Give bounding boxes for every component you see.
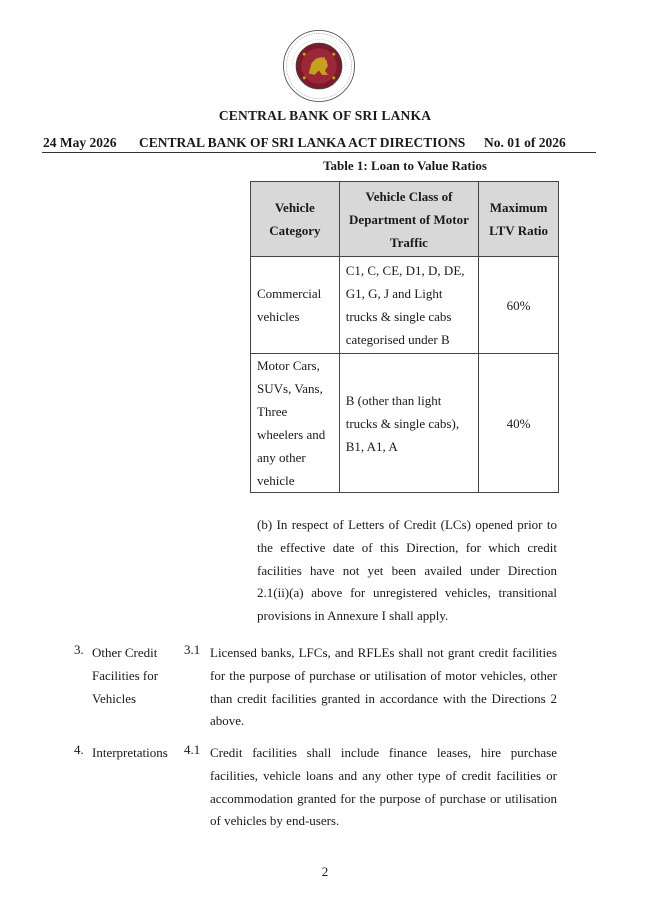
bank-title: CENTRAL BANK OF SRI LANKA — [218, 108, 432, 123]
table-caption: Table 1: Loan to Value Ratios — [323, 158, 487, 173]
cell-vehicle-category: Commercial vehicles — [251, 257, 340, 354]
cell-vehicle-class: B (other than light trucks & single cabs), B1, A1, A — [339, 354, 479, 493]
header-divider — [42, 152, 596, 153]
section-title: Other Credit Facilities for Vehicles — [92, 645, 159, 706]
page-number: 2 — [321, 864, 329, 879]
column-header-max-ltv: Maximum LTV Ratio — [479, 182, 559, 257]
paragraph-b: (b) In respect of Letters of Credit (LCs) opened prior to the effective date of this Direction, for which credit facilities have not yet been availed under Direction 2.1(ii)(a) above for unregistered vehicles, transitional provisions in Annexure I shall apply. — [257, 517, 557, 624]
cell-vehicle-category: Motor Cars, SUVs, Vans, Three wheelers and any other vehicle — [251, 354, 340, 493]
header-date: 24 May 2026 — [43, 135, 117, 150]
header-direction-number: No. 01 of 2026 — [484, 135, 566, 150]
column-header-vehicle-class: Vehicle Class of Department of Motor Traffic — [339, 182, 479, 257]
section-title: Interpretations — [92, 745, 168, 760]
table-header-row — [251, 182, 559, 257]
cell-max-ltv: 40% — [479, 354, 559, 493]
subsection-text: Licensed banks, LFCs, and RFLEs shall not grant credit facilities for the purpose of purchase or utilisation of motor vehicles, other than credit facilities granted in accordance with the Directions 2 above. — [210, 645, 557, 729]
column-header-vehicle-category: Vehicle Category — [251, 182, 340, 257]
table-row — [251, 354, 559, 493]
central-bank-seal-icon — [282, 29, 356, 103]
section-number: 4. — [74, 742, 84, 757]
subsection-number: 4.1 — [184, 742, 201, 757]
cell-vehicle-class: C1, C, CE, D1, D, DE, G1, G, J and Light trucks & single cabs categorised under B — [339, 257, 479, 354]
subsection-number: 3.1 — [184, 642, 201, 657]
table-row — [251, 257, 559, 354]
header-act-title: CENTRAL BANK OF SRI LANKA ACT DIRECTIONS — [139, 135, 466, 150]
subsection-text: Credit facilities shall include finance leases, hire purchase facilities, vehicle loans and any other type of credit facilities or accommodation granted for the purpose of purchase or utilisation of vehicles by end-users. — [210, 745, 557, 829]
cell-max-ltv: 60% — [479, 257, 559, 354]
ltv-table — [250, 181, 559, 493]
section-number: 3. — [74, 642, 84, 657]
